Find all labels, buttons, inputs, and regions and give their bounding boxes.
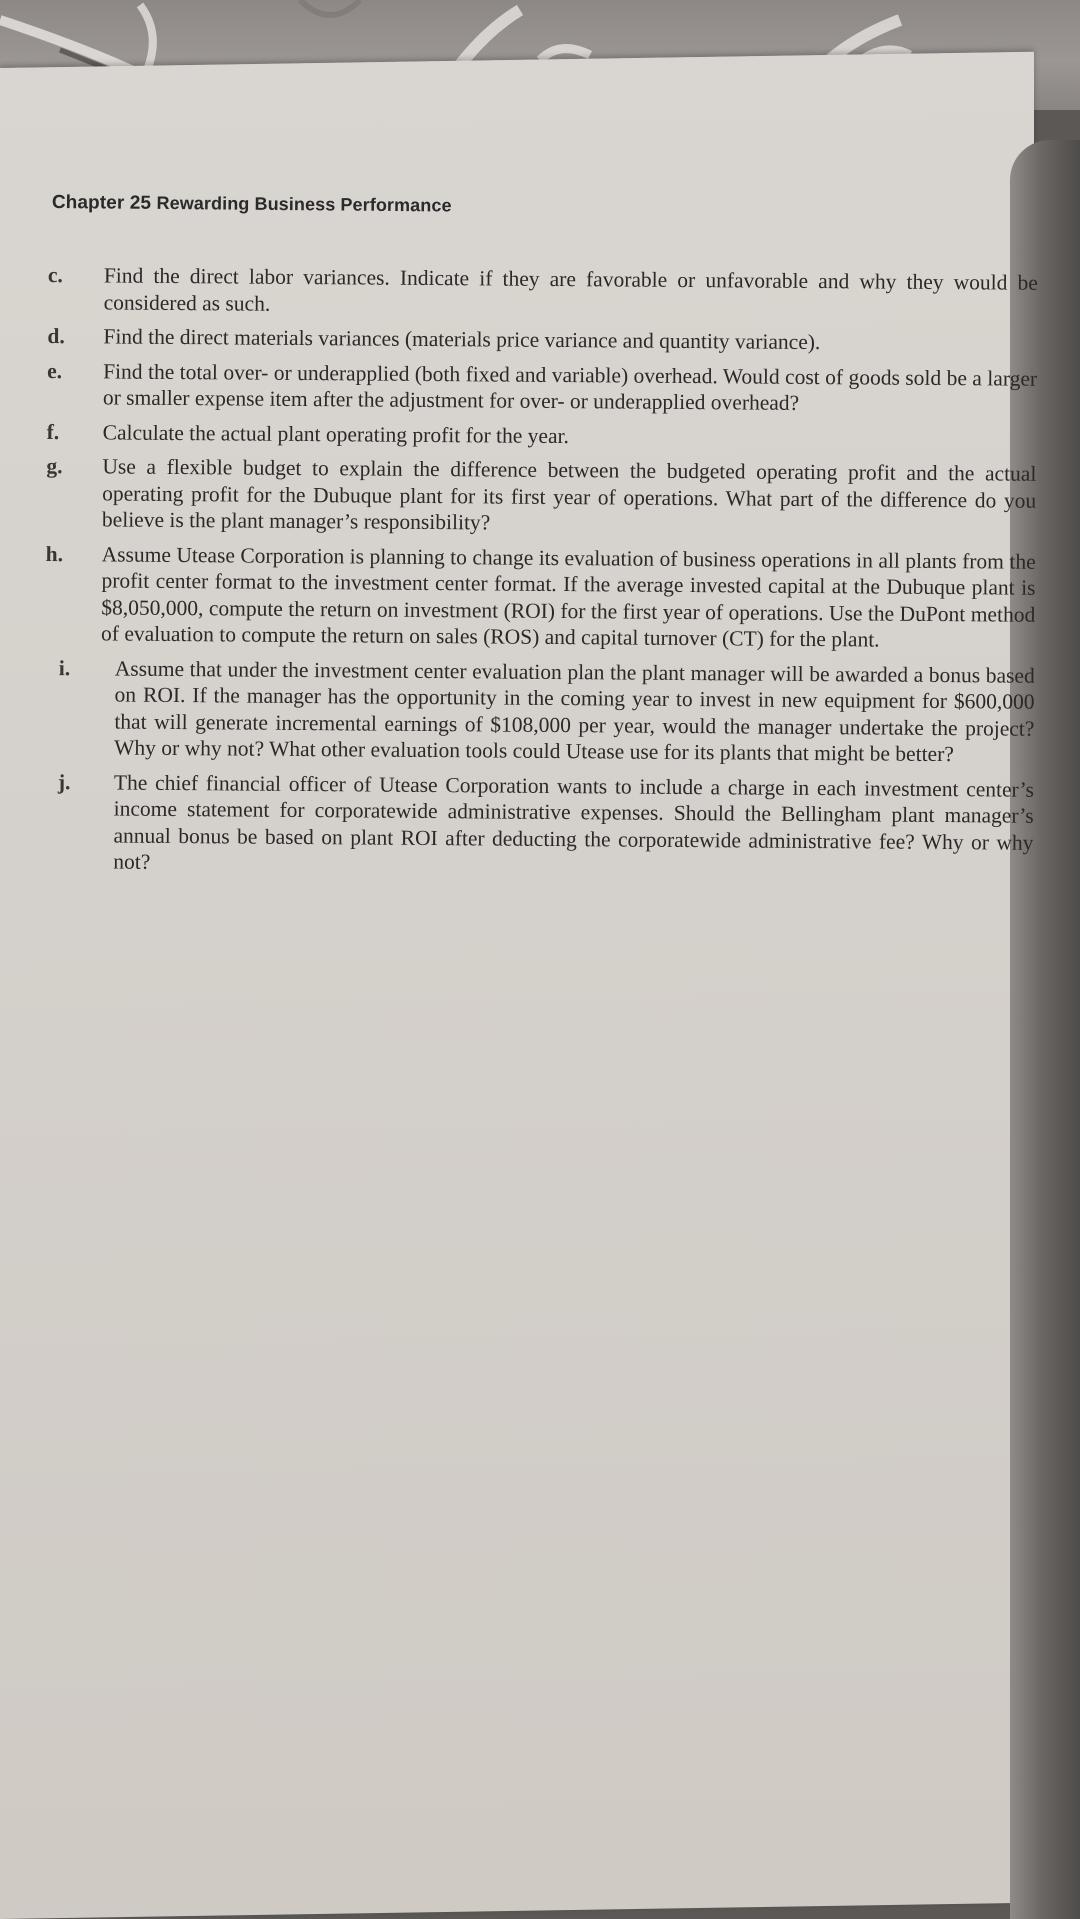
question-text: Find the direct materials variances (materials price variance and quantity variance). xyxy=(103,324,821,355)
question-text: Assume that under the investment center evaluation plan the plant manager will be awarded a bonus based on ROI. If the manager has the opportunity in the coming year to invest in new equipment for $600,000 that will generate incremental earnings of $108,000 per year, would the manager undertake the project? Why or why not? What other evaluation tools could Utease use for its plants that might be better? xyxy=(114,656,1035,767)
chapter-number: 25 xyxy=(129,192,152,214)
question-item-d xyxy=(47,323,1037,357)
chapter-label: Chapter xyxy=(51,192,125,214)
question-letter: j. xyxy=(57,769,71,794)
question-list xyxy=(43,262,1038,890)
question-letter: c. xyxy=(47,262,63,288)
question-item-e xyxy=(47,357,1037,418)
chapter-title: Rewarding Business Performance xyxy=(156,192,452,216)
question-item-g xyxy=(46,453,1037,540)
question-letter: h. xyxy=(45,541,64,566)
question-letter: g. xyxy=(46,453,63,479)
question-letter: e. xyxy=(47,358,63,383)
question-letter: f. xyxy=(46,419,60,444)
question-item-h xyxy=(45,540,1036,654)
question-item-j xyxy=(43,768,1034,882)
question-text: Use a flexible budget to explain the difference between the budgeted operating profit and the actual operating profit for the Dubuque plant for its first year of operations. What part of the difference do you believe is the plant manager’s responsibility? xyxy=(101,454,1037,535)
question-item-i xyxy=(44,654,1035,768)
question-letter: d. xyxy=(47,323,65,349)
question-text: Find the total over- or underapplied (both fixed and variable) overhead. Would cost of goods sold be a larger or smaller expense item after the adjustment for over- or underapplied overhead? xyxy=(102,358,1038,415)
question-text: Calculate the actual plant operating profit for the year. xyxy=(102,419,569,448)
question-text: The chief financial officer of Utease Corporation wants to include a charge in each investment center’s income statement for corporatewide administrative expenses. Should the Bellingham plant manager’s annual bonus be based on plant ROI after deducting the corporatewide administrative fee? Why or why not? xyxy=(113,770,1034,874)
question-item-c xyxy=(48,262,1038,323)
question-text: Assume Utease Corporation is planning to change its evaluation of business operations in all plants from the profit center format to the investment center format. If the average invested capital at the Dubuque plant is $8,050,000, compute the return on investment (ROI) for the first year of operations. Use the DuPont method of evaluation to compute the return on sales (ROS) and capital turnover (CT) for the plant. xyxy=(100,541,1036,652)
question-letter: i. xyxy=(58,655,71,680)
question-text: Find the direct labor variances. Indicate if they are favorable or unfavorable and why they would be considered as such. xyxy=(103,263,1038,316)
question-item-f xyxy=(47,418,1037,452)
chapter-header xyxy=(52,192,452,217)
